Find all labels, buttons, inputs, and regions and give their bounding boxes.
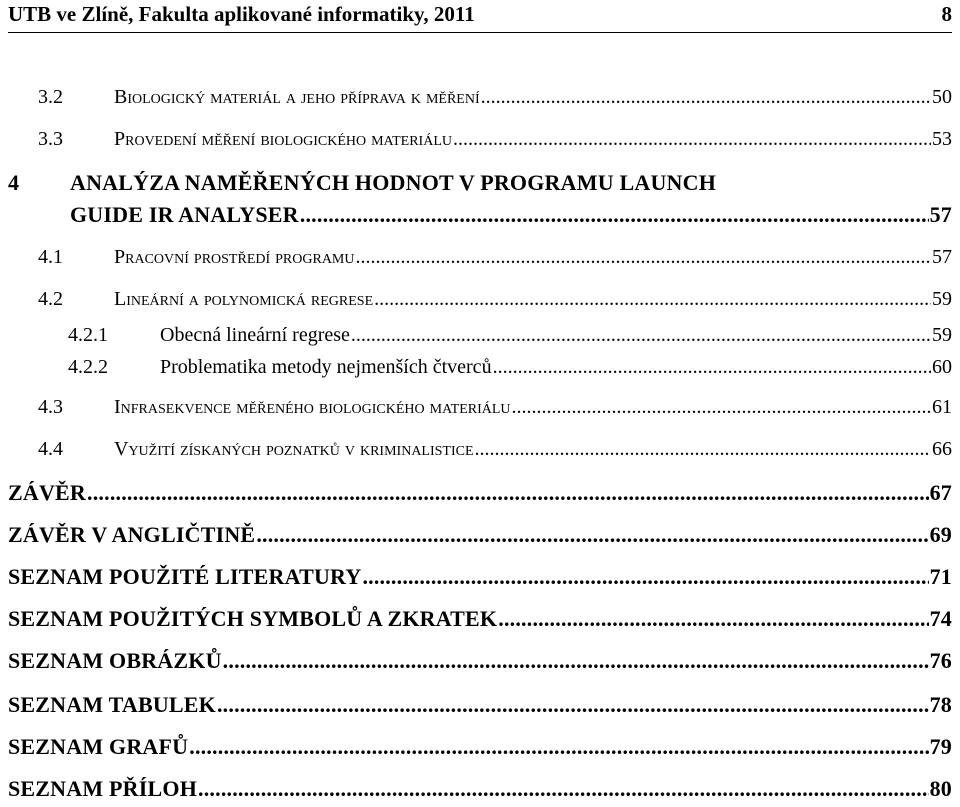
toc-dot-leader: [217, 692, 929, 718]
toc-dot-leader: [453, 128, 931, 151]
toc-entry-title: Infrasekvence měřeného biologického materiálu: [114, 396, 511, 418]
toc-entry-chapter[interactable]: [8, 170, 952, 234]
toc-entry-title: Biologický materiál a jeho příprava k měření: [114, 86, 480, 108]
toc-dot-leader: [498, 606, 928, 632]
toc-entry-number: 4.2: [38, 288, 63, 310]
toc-entry-title: Provedení měření biologického materiálu: [114, 128, 452, 150]
toc-entry-title: SEZNAM GRAFŮ: [8, 734, 189, 759]
toc-entry[interactable]: [38, 86, 952, 116]
toc-entry-number: 4.3: [38, 396, 63, 418]
toc-entry-title: Pracovní prostředí programu: [114, 246, 355, 268]
toc-dot-leader: [362, 564, 928, 590]
toc-entry-number: 3.3: [38, 128, 63, 150]
toc-entry-chapter[interactable]: [8, 606, 952, 636]
toc-dot-leader: [300, 202, 929, 228]
toc-entry-number: 4.4: [38, 438, 63, 460]
toc-entry-page: 53: [932, 128, 952, 150]
toc-entry[interactable]: [68, 324, 952, 354]
header-page-number: 8: [941, 2, 952, 26]
toc-entry[interactable]: [38, 438, 952, 468]
toc-entry-title: ZÁVĚR V ANGLIČTINĚ: [8, 522, 256, 547]
page-header: [8, 0, 952, 33]
toc-entry-title: SEZNAM TABULEK: [8, 692, 216, 717]
toc-dot-leader: [374, 288, 931, 311]
toc-entry-page: 57: [932, 246, 952, 268]
toc-entry-page: 74: [929, 606, 952, 631]
toc-entry-page: 59: [932, 288, 952, 310]
toc-entry-title: SEZNAM POUŽITÉ LITERATURY: [8, 564, 362, 589]
toc-entry-number: 4.2.2: [68, 356, 108, 378]
toc-entry-page: 78: [929, 692, 952, 717]
toc-dot-leader: [87, 480, 929, 506]
toc-entry-chapter[interactable]: [8, 564, 952, 594]
toc-entry-page: 79: [929, 734, 952, 759]
toc-dot-leader: [256, 522, 928, 548]
toc-dot-leader: [356, 246, 932, 269]
toc-entry-chapter[interactable]: [8, 648, 952, 678]
toc-entry-number: 3.2: [38, 86, 63, 108]
toc-entry-page: 66: [932, 438, 952, 460]
toc-entry-page: 57: [929, 202, 952, 227]
toc-entry-chapter[interactable]: [8, 480, 952, 510]
toc-entry-page: 80: [929, 776, 952, 801]
toc-entry-page: 60: [932, 356, 952, 378]
toc-entry-title: SEZNAM POUŽITÝCH SYMBOLŮ A ZKRATEK: [8, 606, 498, 631]
toc-dot-leader: [512, 396, 931, 419]
toc-dot-leader: [351, 324, 931, 347]
toc-entry-title-line1: ANALÝZA NAMĚŘENÝCH HODNOT V PROGRAMU LAUNCH: [70, 170, 717, 195]
toc-dot-leader: [223, 648, 929, 674]
toc-entry-chapter[interactable]: [8, 776, 952, 806]
toc-entry-page: 76: [929, 648, 952, 673]
toc-dot-leader: [198, 776, 929, 802]
toc-entry-title: Problematika metody nejmenších čtverců: [160, 356, 492, 378]
toc-entry[interactable]: [38, 128, 952, 158]
toc-entry-page: 59: [932, 324, 952, 346]
toc-entry-page: 61: [932, 396, 952, 418]
toc-entry-number: 4: [8, 170, 20, 195]
toc-entry-number: 4.2.1: [68, 324, 108, 346]
header-title: UTB ve Zlíně, Fakulta aplikované informatiky, 2011: [8, 2, 475, 26]
toc-entry[interactable]: [38, 396, 952, 426]
toc-entry-title: ZÁVĚR: [8, 480, 87, 505]
toc-entry-title: Využití získaných poznatků v kriminalistice: [114, 438, 474, 460]
toc-entry-chapter[interactable]: [8, 734, 952, 764]
toc-dot-leader: [493, 356, 931, 379]
toc-entry-page: 71: [929, 564, 952, 589]
toc-dot-leader: [189, 734, 928, 760]
toc-entry-chapter[interactable]: [8, 692, 952, 722]
toc-entry-title: Lineární a polynomická regrese: [114, 288, 374, 310]
toc-entry-title: SEZNAM PŘÍLOH: [8, 776, 198, 801]
toc-dot-leader: [481, 86, 931, 109]
toc-entry[interactable]: [68, 356, 952, 386]
toc-dot-leader: [475, 438, 931, 461]
toc-entry-number: 4.1: [38, 246, 63, 268]
toc-entry-title: Obecná lineární regrese: [160, 324, 350, 346]
toc-entry[interactable]: [38, 246, 952, 276]
toc-entry-page: 67: [929, 480, 952, 505]
toc-entry-chapter[interactable]: [8, 522, 952, 552]
toc-entry-page: 69: [929, 522, 952, 547]
toc-entry-page: 50: [932, 86, 952, 108]
toc-entry[interactable]: [38, 288, 952, 318]
toc-entry-title-line2: GUIDE IR ANALYSER: [70, 202, 299, 227]
toc-entry-title: SEZNAM OBRÁZKŮ: [8, 648, 222, 673]
